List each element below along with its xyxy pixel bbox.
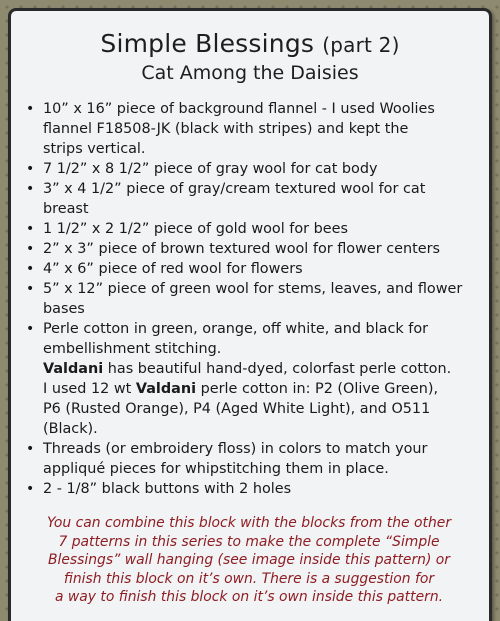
item-line: flannel F18508-JK (black with stripes) and kept the (43, 121, 409, 137)
item-line: bases (43, 301, 85, 317)
series-note (11, 514, 487, 607)
materials-list-item (11, 159, 487, 179)
item-line: 2 - 1/8” black buttons with 2 holes (43, 481, 292, 497)
brand-note: has beautiful hand-dyed, colorfast perle cotton. (103, 361, 452, 377)
item-line: embellishment stitching. (43, 341, 222, 357)
bullet-icon: • (26, 321, 35, 337)
title-part: (part 2) (322, 33, 400, 57)
title-text: Simple Blessings (100, 29, 315, 58)
bullet-icon: • (26, 481, 35, 497)
note-line: a way to finish this block on it’s own inside this pattern. (54, 589, 444, 606)
materials-list-item (11, 279, 487, 319)
item-line: breast (43, 201, 89, 217)
materials-list-item (11, 179, 487, 219)
item-line: 4” x 6” piece of red wool for flowers (43, 261, 303, 277)
materials-list-item (11, 259, 487, 279)
materials-list-item (11, 479, 487, 499)
bullet-icon: • (26, 281, 35, 297)
item-line: (Black). (43, 421, 98, 437)
bullet-icon: • (26, 241, 35, 257)
pattern-title (11, 29, 489, 58)
item-line: strips vertical. (43, 141, 146, 157)
materials-list-item (11, 99, 487, 159)
materials-list-item (11, 439, 487, 479)
item-line: 5” x 12” piece of green wool for stems, leaves, and flower (43, 281, 463, 297)
item-line: appliqué pieces for whipstitching them in place. (43, 461, 389, 477)
brand-name: Valdani (135, 381, 197, 397)
item-line: Perle cotton in green, orange, off white, and black for (43, 321, 429, 337)
bullet-icon: • (26, 161, 35, 177)
materials-list-item (11, 219, 487, 239)
item-line: 3” x 4 1/2” piece of gray/cream textured wool for cat (43, 181, 426, 197)
bullet-icon: • (26, 261, 35, 277)
note-line: You can combine this block with the blocks from the other (46, 515, 452, 531)
bullet-icon: • (26, 181, 35, 197)
item-line: 10” x 16” piece of background flannel - I used Woolies (43, 101, 435, 117)
note-line: 7 patterns in this series to make the complete “Simple (58, 533, 440, 550)
materials-list (11, 99, 487, 499)
brand-line (43, 359, 487, 379)
pattern-subtitle: Cat Among the Daisies (141, 62, 359, 84)
materials-list-item (11, 319, 487, 439)
materials-list-item (11, 239, 487, 259)
note-line: finish this block on it’s own. There is a suggestion for (63, 570, 435, 587)
bullet-icon: • (26, 101, 35, 117)
bullet-icon: • (26, 441, 35, 457)
usage-prefix: I used 12 wt (43, 381, 136, 397)
usage-suffix: perle cotton in: P2 (Olive Green), (196, 381, 439, 397)
item-line: P6 (Rusted Orange), P4 (Aged White Light), and O511 (43, 401, 431, 417)
item-line: 2” x 3” piece of brown textured wool for flower centers (43, 241, 441, 257)
brand-name: Valdani (43, 361, 104, 377)
bullet-icon: • (26, 221, 35, 237)
note-line: Blessings” wall hanging (see image inside this pattern) or (47, 552, 451, 569)
item-line: 7 1/2” x 8 1/2” piece of gray wool for cat body (43, 161, 378, 177)
item-line: 1 1/2” x 2 1/2” piece of gold wool for bees (43, 221, 348, 237)
brand-usage-line (43, 379, 487, 399)
pattern-card (8, 8, 492, 621)
item-line: Threads (or embroidery floss) in colors to match your (43, 441, 428, 457)
